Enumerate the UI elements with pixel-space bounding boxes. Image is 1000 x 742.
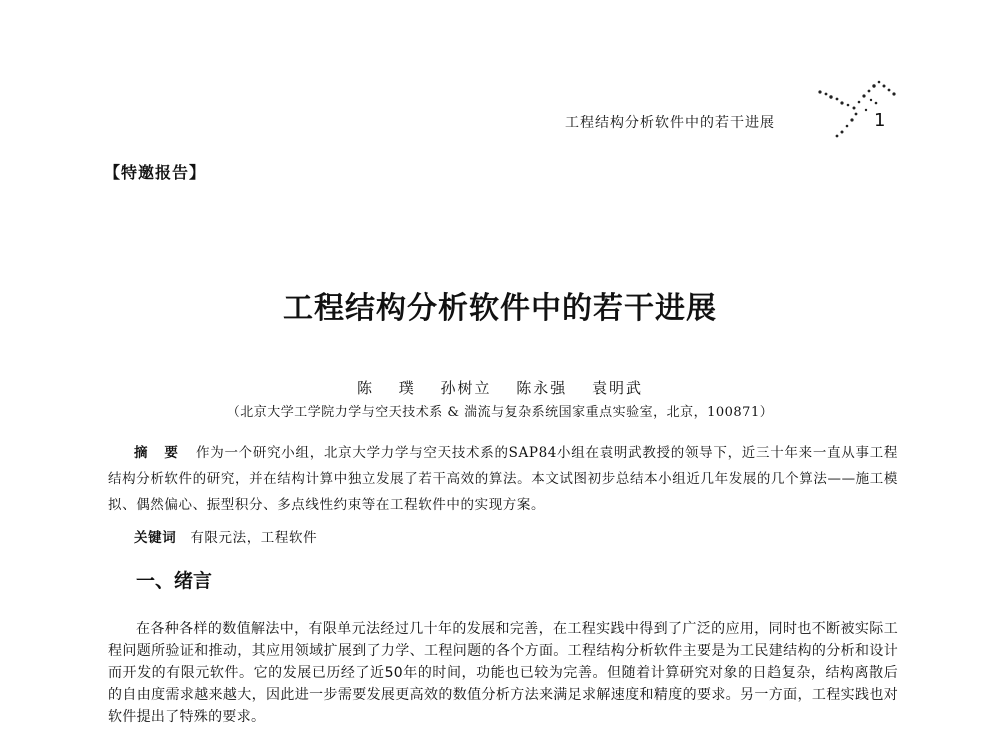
abstract-label: 摘 要 (134, 445, 185, 461)
affiliation: （北京大学工学院力学与空天技术系 & 湍流与复杂系统国家重点实验室，北京，100871） (226, 405, 774, 420)
abstract-block (108, 440, 898, 518)
body-text (108, 618, 898, 728)
body-paragraph: 在各种各样的数值解法中，有限单元法经过几十年的发展和完善，在工程实践中得到了广泛的应用，同时也不断被实际工程问题所验证和推动，其应用领域扩展到了力学、工程问题的各个方面。工程结构分析软件主要是为工民建结构的分析和设计而开发的有限元软件。它的发展已历经了近50年的时间，功能也已较为完善。但随着计算研究对象的日趋复杂，结构离散后的自由度需求越来越大，因此进一步需要发展更高效的数值分析方法来满足求解速度和精度的要求。另一方面，工程实践也对软件提出了特殊的要求。 (108, 621, 898, 725)
keywords-text: 有限元法，工程软件 (190, 530, 318, 546)
paper-title: 工程结构分析软件中的若干进展 (283, 291, 717, 326)
keywords-label: 关键词 (134, 530, 177, 546)
author-list: 陈 璞 孙树立 陈永强 袁明武 (356, 379, 644, 397)
abstract-text: 作为一个研究小组，北京大学力学与空天技术系的SAP84小组在袁明武教授的领导下，近三十年来一直从事工程结构分析软件的研究，并在结构计算中独立发展了若干高效的算法。本文试图初步总结本小组近几年发展的几个算法——施工模拟、偶然偏心、振型积分、多点线性约束等在工程软件中的实现方案。 (108, 445, 899, 513)
decorative-ornament-icon (812, 72, 902, 142)
running-header-title: 工程结构分析软件中的若干进展 (565, 115, 775, 131)
page-number: 1 (874, 110, 886, 131)
keywords-block (134, 526, 317, 546)
section-heading: 一、绪言 (136, 570, 213, 592)
section-tag: 【特邀报告】 (104, 163, 207, 182)
